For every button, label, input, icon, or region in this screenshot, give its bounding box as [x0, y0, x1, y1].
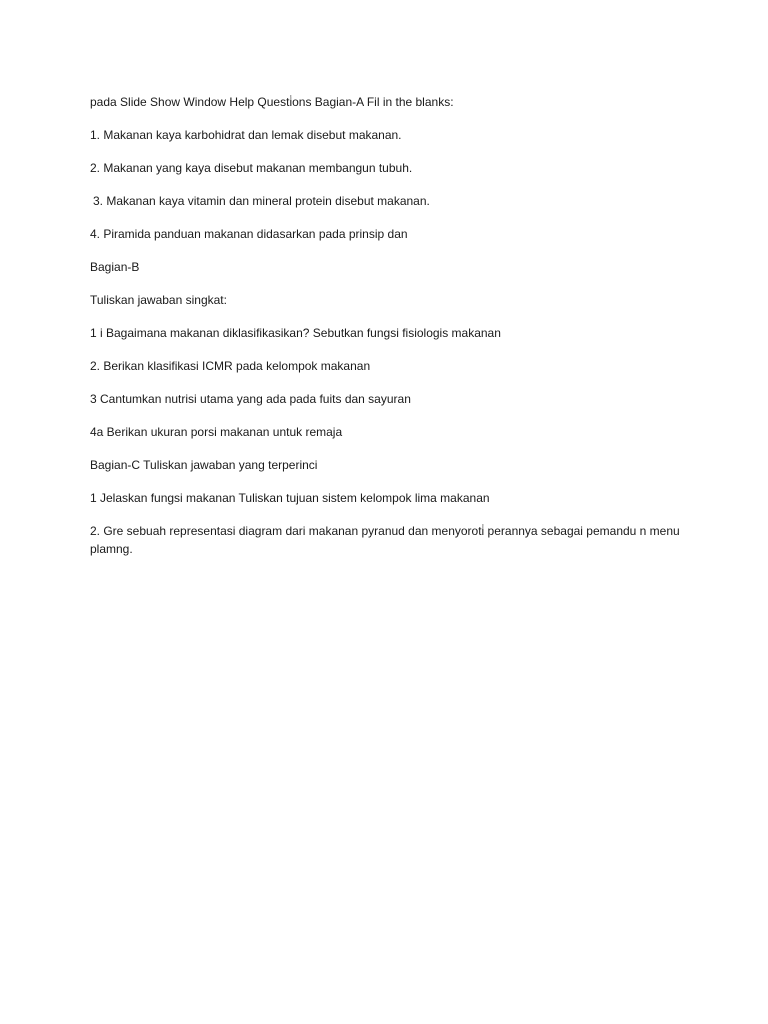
question-b3: 3 Cantumkan nutrisi utama yang ada pada fuits dan sayuran — [90, 392, 411, 406]
section-b-heading: Bagian-B — [90, 260, 140, 274]
section-b-instruction: Tuliskan jawaban singkat: — [90, 293, 227, 307]
question-a3: 3. Makanan kaya vitamin dan mineral protein disebut makanan. — [93, 194, 430, 208]
document-body — [90, 93, 690, 573]
section-c-heading: Bagian-C Tuliskan jawaban yang terperinci — [90, 458, 318, 472]
question-a2: 2. Makanan yang kaya disebut makanan membangun tubuh. — [90, 161, 413, 175]
question-a1: 1. Makanan kaya karbohidrat dan lemak disebut makanan. — [90, 128, 402, 142]
question-a4: 4. Piramida panduan makanan didasarkan pada prinsip dan — [90, 227, 408, 241]
question-c1: 1 Jelaskan fungsi makanan Tuliskan tujuan sistem kelompok lima makanan — [90, 491, 490, 505]
section-a-heading: pada Slide Show Window Help Questi̇ons Bagian-A Fil in the blanks: — [90, 95, 454, 109]
question-b2: 2. Berikan klasifikasi ICMR pada kelompok makanan — [90, 359, 371, 373]
question-b4: 4a Berikan ukuran porsi makanan untuk remaja — [90, 425, 343, 439]
question-b1: 1 i Bagaimana makanan diklasifikasikan? Sebutkan fungsi fisiologis makanan — [90, 326, 501, 340]
question-c2: 2. Gre sebuah representasi diagram dari makanan pyranud dan menyoroti̇ perannya sebagai pemandu n menu plamng. — [90, 524, 680, 556]
